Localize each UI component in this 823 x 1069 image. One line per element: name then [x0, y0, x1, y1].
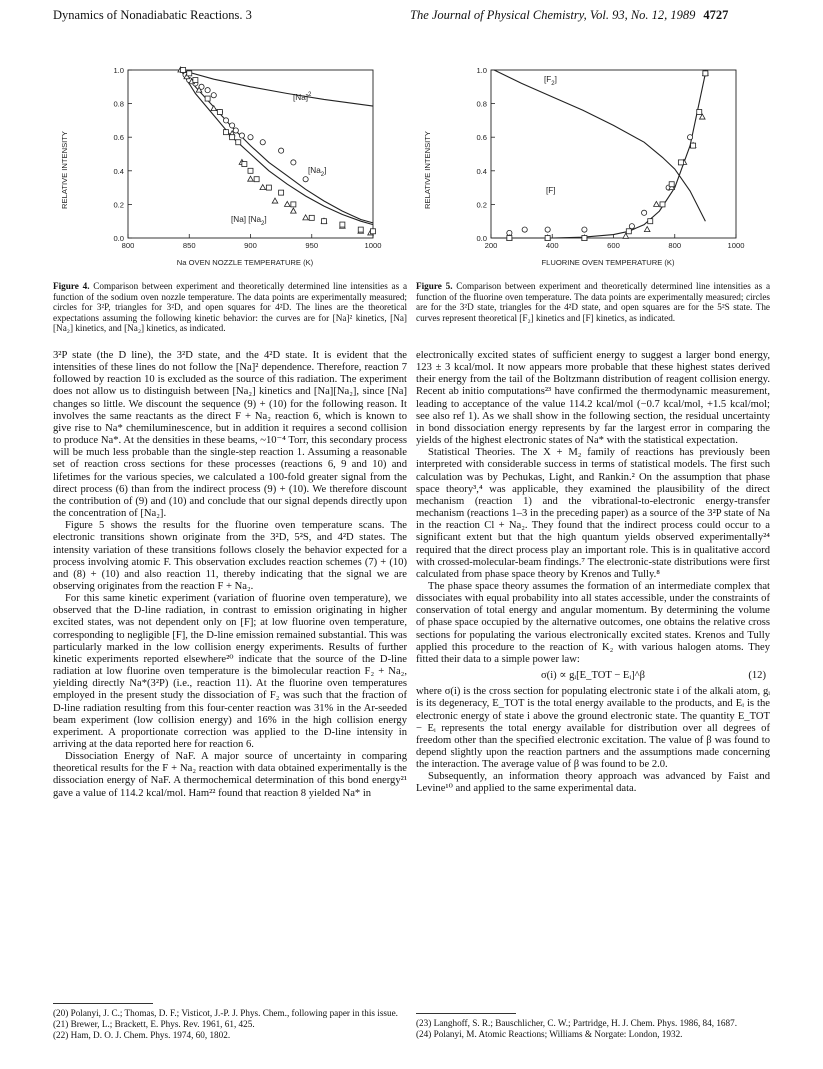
- figure-5-ylabel: RELATIVE INTENSITY: [423, 131, 432, 209]
- y-tick-label: 0.4: [113, 166, 124, 176]
- y-tick-label: 0.2: [113, 200, 124, 210]
- x-tick-label: 600: [607, 241, 620, 250]
- data-point-square: [248, 168, 253, 173]
- y-tick-label: 0.4: [476, 166, 487, 176]
- running-header-title: Dynamics of Nonadiabatic Reactions. 3: [53, 8, 252, 22]
- paragraph: electronically excited states of sufficient energy to suggest a larger bond energy, 123 ± 3 kcal/mol. It now appears more probable that these highest states derived their energy from the tail of the Boltzmann distribution of reagent collision energy. Recent ab initio computations²³ have confirmed the thermodynamic measurement, leading to acceptance of the value 114.2 kcal/mol (−0.7 kcal/mol, +1.5 kcal/mol; see also ref 1). As we shall show in the following section, the residual uncertainty in bond dissociation energy represents by far the largest error in comparing the yields of the highest electronic states of Na* with the statistical expectation.: [416, 350, 770, 447]
- data-point-circle: [260, 140, 265, 145]
- running-header-journal: [410, 8, 728, 23]
- data-point-triangle: [654, 201, 660, 206]
- data-point-circle: [522, 227, 527, 232]
- x-tick-label: 1000: [364, 241, 382, 250]
- data-point-square: [205, 96, 210, 101]
- y-tick-label: 0.0: [113, 234, 124, 243]
- data-point-square: [626, 229, 631, 234]
- x-tick-label: 400: [545, 241, 559, 250]
- data-point-square: [648, 219, 653, 224]
- y-tick-label: 0.2: [476, 200, 487, 210]
- data-point-square: [691, 143, 696, 148]
- label-f: [F]: [546, 186, 556, 195]
- y-tick-label: 1.0: [476, 66, 487, 75]
- x-tick-label: 850: [182, 241, 196, 250]
- data-point-square: [193, 78, 198, 83]
- figure-4-marks: [178, 67, 376, 235]
- data-point-triangle: [260, 185, 266, 190]
- x-tick-label: 800: [121, 241, 135, 250]
- data-point-circle: [233, 128, 238, 133]
- x-tick-label: 900: [244, 241, 257, 250]
- data-point-circle: [279, 148, 284, 153]
- paragraph: Dissociation Energy of NaF. A major source of uncertainty in comparing theoretical results for the F + Na₂ reaction with data obtained experimentally is the dissociation energy of NaF. A thermochemical determination of this bond energy²¹ gave a value of 114.2 kcal/mol. Ham²² found that reaction 8 yielded Na* in: [53, 751, 407, 799]
- data-point-circle: [291, 160, 296, 165]
- data-point-square: [242, 162, 247, 167]
- equation-number: (12): [748, 670, 766, 682]
- data-point-square: [309, 215, 314, 220]
- equation-text: σ(i) ∝ gᵢ[E_TOT − Eᵢ]^β: [540, 670, 646, 682]
- label-na2: $[Na_2]$: [308, 166, 327, 178]
- data-point-square: [217, 110, 222, 115]
- label-na-na2: [Na] $[Na_2]$: [231, 215, 267, 227]
- data-point-square: [279, 190, 284, 195]
- series-line: [494, 73, 705, 238]
- paragraph: Figure 5 shows the results for the fluorine oven temperature scans. The electronic transitions shown originate from the 3²D, 5²S, and 4²D states. The intensity variation of these transitions follows closely the behavior expected for a process involving atomic F. This observation excludes reaction schemes (7) + (10) and (8) + (10) and also reaction 11, thereby indicating that the signal we are observing originates from the reaction F + Na₂.: [53, 520, 407, 592]
- data-point-triangle: [291, 208, 297, 213]
- series-line: [181, 70, 373, 223]
- data-point-square: [224, 130, 229, 135]
- data-point-circle: [687, 135, 692, 140]
- data-point-square: [254, 177, 259, 182]
- label-f2: $[F_2]$: [544, 75, 557, 87]
- figure-5-caption-text: Comparison between experiment and theoretically determined line intensities as a function of the fluorine oven temperature. The data points are experimentally measured; circles are for the 3²D state, triangles for the 4²D state, and open squares are for the 5²S state. The curves represent theoretical [F₂] kinetics and [F] kinetics, as indicated.: [416, 281, 771, 323]
- data-point-square: [181, 68, 186, 73]
- y-tick-label: 0.6: [476, 133, 487, 143]
- data-point-square: [230, 135, 235, 140]
- data-point-circle: [642, 210, 647, 215]
- data-point-square: [340, 222, 345, 227]
- data-point-square: [678, 160, 683, 165]
- figure-5-axes: [476, 66, 744, 250]
- label-na-squared: $[Na]^2$: [293, 92, 312, 102]
- y-tick-label: 0.8: [476, 99, 487, 109]
- x-tick-label: 950: [305, 241, 319, 250]
- figure-4-caption-label: Figure 4.: [53, 281, 90, 291]
- data-point-circle: [230, 123, 235, 128]
- data-point-circle: [205, 88, 210, 93]
- data-point-triangle: [644, 227, 650, 232]
- data-point-square: [236, 140, 241, 145]
- data-point-triangle: [284, 201, 290, 206]
- data-point-square: [697, 110, 702, 115]
- footnotes-right: [416, 1018, 770, 1040]
- data-point-triangle: [272, 198, 278, 203]
- footnote: (23) Langhoff, S. R.; Bauschlicher, C. W.; Partridge, H. J. Chem. Phys. 1986, 84, 1687.: [416, 1018, 738, 1028]
- data-point-square: [507, 236, 512, 241]
- paragraph: For this same kinetic experiment (variation of fluorine oven temperature), we observed that the D-line radiation, in contrast to emission originating in higher excited states, was not dependent only on [F]; at low fluorine oven temperature, corresponding to negligible [F], the D-line emission remained substantial. This was particularly marked in the low collision energy experiments. Results of further kinetic experiments reported elsewhere²⁰ indicate that the source of the D-line radiation at low fluorine oven temperature is the bimolecular reaction F₂ + Na₂, yielding directly Na*(3²P) (i.e., reaction 11). At the fluorine oven temperatures employed in the present study the dissociation of F₂ was such that the fraction of D-line radiation resulting from this four-center reaction was 31% in the Ar-seeded beam experiment (low collision energy) and 16% in the high collision energy experiment. A proportionate correction was applied to the D-line intensity in arriving at the data reported here for reaction 6.: [53, 593, 407, 750]
- figure-4-caption: [53, 281, 407, 334]
- figure-4-ylabel: RELATIVE INTENSITY: [60, 131, 69, 209]
- data-point-circle: [223, 118, 228, 123]
- y-tick-label: 0.6: [113, 133, 124, 143]
- footnote: (20) Polanyi, J. C.; Thomas, D. F.; Visticot, J.-P. J. Phys. Chem., following paper in this issue.: [53, 1008, 398, 1018]
- paragraph: 3²P state (the D line), the 3²D state, and the 4²D state. It is evident that the intensities of these lines do not follow the [Na]² dependence. Therefore, reaction 7 followed by reaction 10 is excluded as the source of this radiation. The experiment does not allow us to distinguish between [Na₂] kinetics and [Na][Na₂], since [Na] changes so little. We discount the sequence (9) + (10) for the following reason. It involves the same reactants as the direct F + Na₂ reaction 6, which is known to give rise to Na* chemiluminescence, but in addition it requires a second collision to produce Na*. At the densities in these beams, ~10⁻⁴ Torr, this secondary process will be much less probable than the single-step reaction 1. Assuming a reasonable set of reaction cross sections for these processes (reactions 6, 9 and 10) and lifetimes for the various species, we calculated a 100-fold greater signal from the direct process (6) than from the indirect process (9) + (10). We therefore discount the contribution of (9) and (10) and conclude that our signal depends directly upon the concentration of [Na₂].: [53, 350, 407, 520]
- figure-5-marks: [494, 70, 708, 241]
- data-point-square: [660, 202, 665, 207]
- paragraph: where σ(i) is the cross section for populating electronic state i of the alkali atom, gᵢ is its degeneracy, E_TOT is the total energy available to the products, and Eᵢ is the electronic energy of state i above the ground electronic state. The quantity E_TOT − Eᵢ represents the total energy available for distribution over all degrees of freedom other than the specified electronic excitation. The value of β was found to depend slightly upon the reaction partners and the assumptions made concerning the interaction. The average value of β was found to be 2.0.: [416, 686, 770, 771]
- data-point-square: [322, 219, 327, 224]
- data-point-triangle: [248, 176, 254, 181]
- journal-citation: The Journal of Physical Chemistry, Vol. 93, No. 12, 1989: [410, 8, 696, 22]
- data-point-square: [669, 182, 674, 187]
- y-tick-label: 0.0: [476, 234, 487, 243]
- footnote: (21) Brewer, L.; Brackett, E. Phys. Rev. 1961, 61, 425.: [53, 1018, 255, 1029]
- data-point-square: [703, 71, 708, 76]
- equation-12: [416, 670, 770, 682]
- data-point-square: [266, 185, 271, 190]
- x-tick-label: 200: [484, 241, 498, 250]
- right-column-body: [416, 350, 770, 796]
- data-point-triangle: [303, 215, 309, 220]
- page-number: 4727: [703, 8, 729, 22]
- series-line: [494, 70, 705, 221]
- data-point-square: [582, 236, 587, 241]
- y-tick-label: 0.8: [113, 99, 124, 109]
- footnote: (24) Polanyi, M. Atomic Reactions; Williams & Norgate: London, 1932.: [416, 1028, 683, 1039]
- x-tick-label: 800: [668, 241, 682, 250]
- data-point-square: [371, 229, 376, 234]
- data-point-circle: [239, 133, 244, 138]
- figure-4-caption-text: Comparison between experiment and theoretically determined line intensities as a function of the sodium oven nozzle temperature. The data points are experimentally measured; circles for 3²P, triangles for 3²D, and open squares for 4²D. The lines are the theoretical expectations assuming the following kinetic behavior: the curves are for [Na]² kinetics, [Na][Na₂] kinetics, and [Na₂] kinetics, as indicated.: [53, 281, 408, 334]
- plot-frame: [491, 70, 736, 238]
- paragraph: Subsequently, an information theory approach was advanced by Faist and Levine¹⁰ and applied to the same experimental data.: [416, 771, 770, 795]
- figure-5-xlabel: FLUORINE OVEN TEMPERATURE (K): [541, 258, 675, 267]
- figure-4-chart: [53, 60, 407, 275]
- figure-4-xlabel: Na OVEN NOZZLE TEMPERATURE (K): [176, 258, 314, 267]
- footnote-rule-right: [416, 1013, 516, 1014]
- data-point-circle: [629, 224, 634, 229]
- figure-5-chart: [416, 60, 770, 275]
- data-point-triangle: [211, 106, 217, 111]
- data-point-circle: [582, 227, 587, 232]
- data-point-square: [187, 71, 192, 76]
- paragraph: The phase space theory assumes the formation of an intermediate complex that dissociates with equal probability into all states accessible, under the constraints of conservation of total energy and angular momentum. By determining the volume of phase space occupied by the alternative outcomes, one obtains the relative cross sections for populating the various electronically excited states. Krenos and Tully applied this procedure to the reaction of K₂ with various halogen atoms. They fitted their data to a simple power law:: [416, 580, 770, 665]
- y-tick-label: 1.0: [113, 66, 124, 75]
- footnote: (22) Ham, D. O. J. Chem. Phys. 1974, 60, 1802.: [53, 1029, 231, 1040]
- data-point-circle: [303, 177, 308, 182]
- paragraph: Statistical Theories. The X + M₂ family of reactions has previously been interpreted with considerable success in terms of statistical models. The first such calculation was by Pechukas, Light, and Rankin.² On the assumption that phase space theory³,⁴ was applicable, they examined the plausibility of the direct mechanism (reaction 1) and the vibrational-to-electronic energy-transfer mechanism (reactions 1–3 in the preceding paper) as a source of the 3²P state of Na in the reaction Cl + Na₂. They found that the indirect process could occur to a significant extent but that the high quantum yields observed experimentally²⁴ required that the direct process play an important role. This is in qualitative accord with crossed-molecular-beam findings.⁷ The electronic-state distributions were first calculated from phase space theory by Krenos and Tully.⁸: [416, 447, 770, 580]
- footnote-rule-left: [53, 1003, 153, 1004]
- data-point-circle: [211, 93, 216, 98]
- footnotes-left: [53, 1008, 407, 1040]
- left-column-body: [53, 350, 407, 800]
- figure-5-caption-label: Figure 5.: [416, 281, 453, 291]
- x-tick-label: 1000: [727, 241, 745, 250]
- data-point-circle: [545, 227, 550, 232]
- data-point-circle: [248, 135, 253, 140]
- data-point-square: [358, 227, 363, 232]
- data-point-square: [545, 236, 550, 241]
- figure-5-caption: [416, 281, 770, 323]
- data-point-square: [291, 202, 296, 207]
